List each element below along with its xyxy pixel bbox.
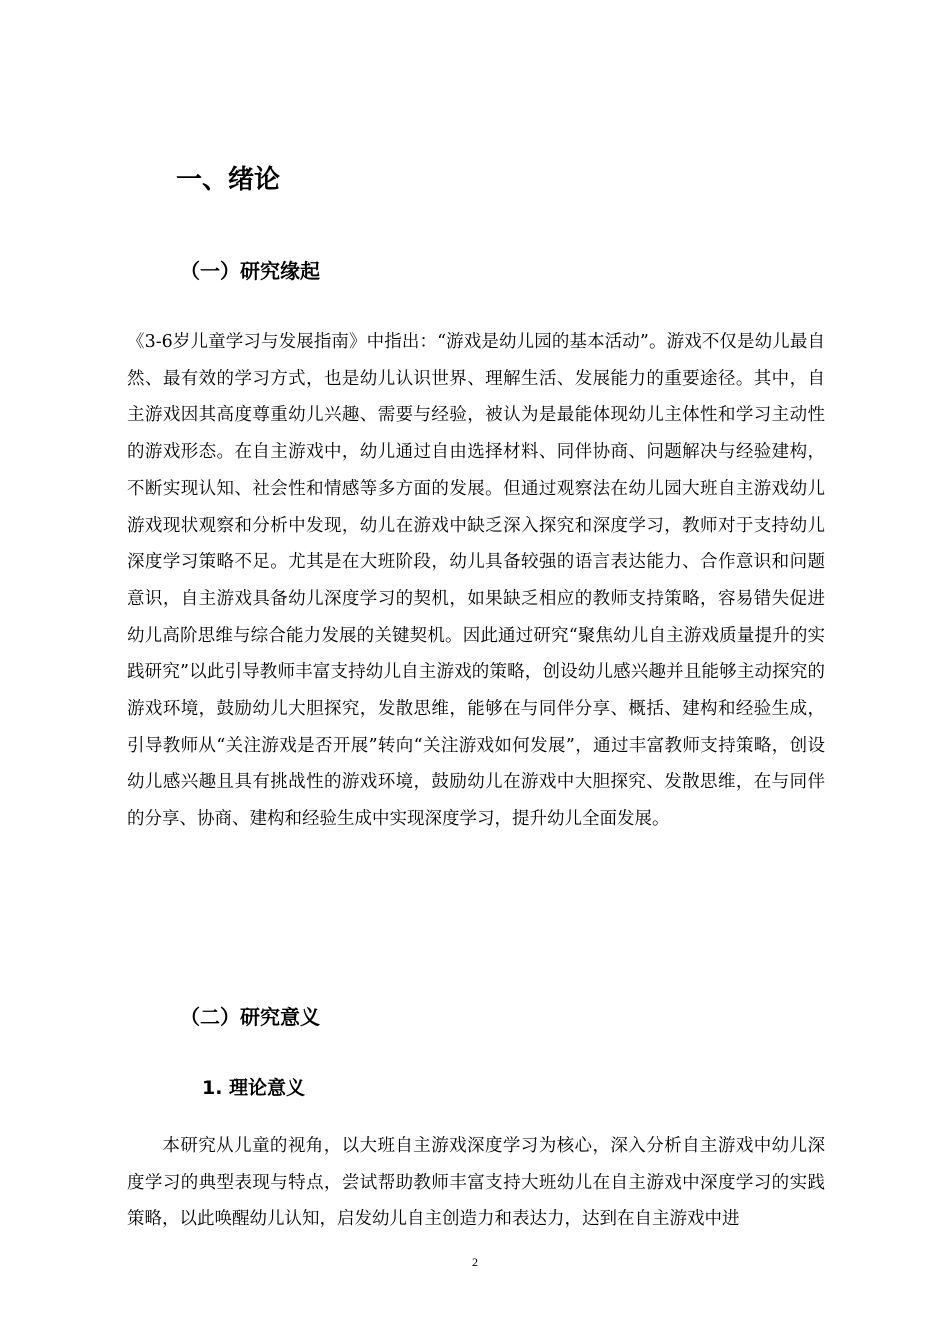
section-heading-research-origin: （一）研究缘起 (180, 259, 320, 283)
subsection-heading-theoretical-significance: 1. 理论意义 (202, 1077, 306, 1099)
chapter-heading: 一、绪论 (176, 165, 281, 195)
section-heading-research-significance: （二）研究意义 (180, 1005, 320, 1029)
page-number: 2 (472, 1255, 478, 1269)
research-origin-paragraph: 《3-6岁儿童学习与发展指南》中指出：“游戏是幼儿园的基本活动”。游戏不仅是幼儿最自然、最有效的学习方式，也是幼儿认识世界、理解生活、发展能力的重要途径。其中，自主游戏因其高度尊重幼儿兴趣、需要与经验，被认为是最能体现幼儿主体性和学习主动性的游戏形态。在自主游戏中，幼儿通过自由选择材料、同伴协商、问题解决与经验建构，不断实现认知、社会性和情感等多方面的发展。但通过观察法在幼儿园大班自主游戏幼儿游戏现状观察和分析中发现，幼儿在游戏中缺乏深入探究和深度学习，教师对于支持幼儿深度学习策略不足。尤其是在大班阶段，幼儿具备较强的语言表达能力、合作意识和问题意识，自主游戏具备幼儿深度学习的契机，如果缺乏相应的教师支持策略，容易错失促进幼儿高阶思维与综合能力发展的关键契机。因此通过研究“聚焦幼儿自主游戏质量提升的实践研究”以此引导教师丰富支持幼儿自主游戏的策略，创设幼儿感兴趣并且能够主动探究的游戏环境，鼓励幼儿大胆探究，发散思维，能够在与同伴分享、概括、建构和经验生成，引导教师从“关注游戏是否开展”转向“关注游戏如何发展”，通过丰富教师支持策略，创设幼儿感兴趣且具有挑战性的游戏环境，鼓励幼儿在游戏中大胆探究、发散思维，在与同伴的分享、协商、建构和经验生成中实现深度学习，提升幼儿全面发展。 (127, 332, 825, 830)
theoretical-significance-paragraph (127, 1128, 825, 1238)
theoretical-significance-text: 本研究从儿童的视角，以大班自主游戏深度学习为核心，深入分析自主游戏中幼儿深度学习的典型表现与特点，尝试帮助教师丰富支持大班幼儿在自主游戏中深度学习的实践策略，以此唤醒幼儿认知，启发幼儿自主创造力和表达力，达到在自主游戏中进 (127, 1136, 825, 1230)
